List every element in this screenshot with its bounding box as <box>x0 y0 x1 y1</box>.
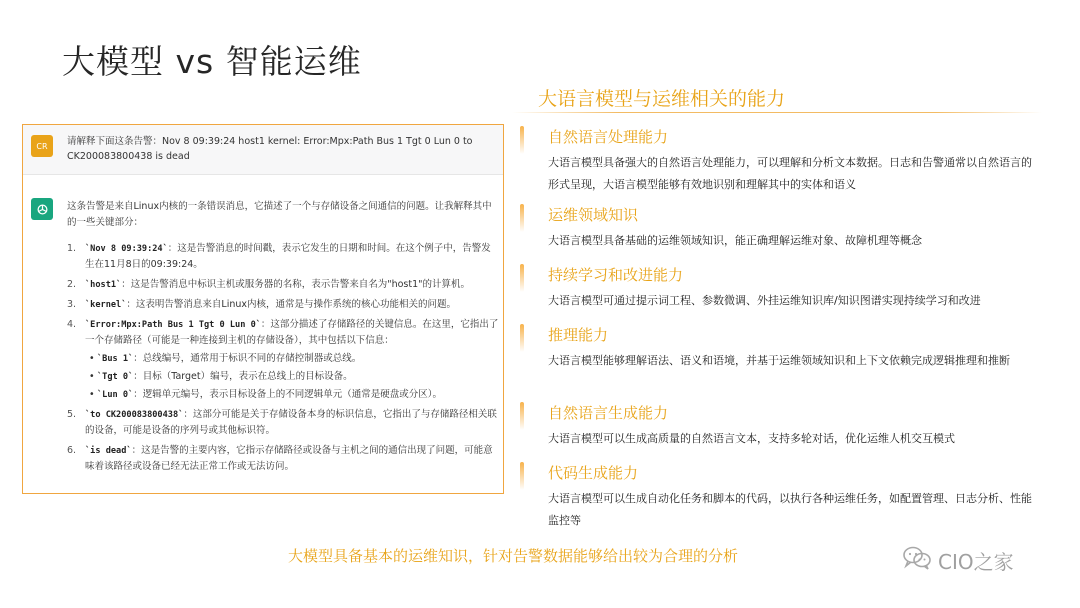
sub-list-item: • `Bus 1`：总线编号，通常用于标识不同的存储控制器或总线。 <box>89 353 362 364</box>
accent-bar <box>520 402 524 430</box>
capability-desc: 大语言模型可通过提示词工程、参数微调、外挂运维知识库/知识图谱实现持续学习和改进 <box>548 294 981 307</box>
brand-name: CIO之家 <box>938 550 1014 574</box>
capability-heading: 自然语言处理能力 <box>548 128 669 146</box>
capability-desc: 大语言模型具备基础的运维领域知识，能正确理解运维对象、故障机理等概念 <box>548 234 922 247</box>
accent-bar <box>520 126 524 154</box>
accent-bar <box>520 324 524 352</box>
capability-desc: 大语言模型具备强大的自然语言处理能力，可以理解和分析文本数据。日志和告警通常以自然语言的形式呈现，大语言模型能够有效地识别和理解其中的实体和语义 <box>548 156 1032 191</box>
capability-heading: 推理能力 <box>548 326 609 344</box>
brand-watermark <box>902 545 1014 576</box>
section-divider <box>512 112 1042 113</box>
sub-list-item: • `Tgt 0`：目标（Target）编号，表示在总线上的目标设备。 <box>89 371 353 382</box>
accent-bar <box>520 264 524 292</box>
user-message-text: 请解释下面这条告警：Nov 8 09:39:24 host1 kernel: Error:Mpx:Path Bus 1 Tgt 0 Lun 0 to CK200083800438 is dead <box>67 136 473 162</box>
assistant-message <box>67 199 499 479</box>
user-message-row <box>23 125 503 175</box>
chat-panel <box>22 124 504 494</box>
wechat-icon <box>902 545 932 576</box>
user-avatar: CR <box>31 135 53 157</box>
accent-bar <box>520 204 524 232</box>
assistant-intro: 这条告警是来自Linux内核的一条错误消息，它描述了一个与存储设备之间通信的问题。让我解释其中的一些关键部分： <box>67 201 492 228</box>
list-item: 5. `to CK200083800438`：这部分可能是关于存储设备本身的标识信息，它指出了与存储路径相关联的设备，可能是设备的序列号或其他标识符。 <box>67 409 497 436</box>
sub-list <box>85 351 499 403</box>
capability-heading: 持续学习和改进能力 <box>548 266 684 284</box>
capability-heading: 运维领域知识 <box>548 206 639 224</box>
openai-logo-icon <box>31 198 53 220</box>
list-item: 6. `is dead`：这是告警的主要内容，它指示存储路径或设备与主机之间的通信出现了问题，可能意味着该路径或设备已经无法正常工作或无法访问。 <box>67 445 493 472</box>
capability-heading: 自然语言生成能力 <box>548 404 669 422</box>
list-item: 2. `host1`：这是告警消息中标识主机或服务器的名称，表示告警来自名为"host1"的计算机。 <box>67 279 471 290</box>
list-item: 3. `kernel`：这表明告警消息来自Linux内核，通常是与操作系统的核心功能相关的问题。 <box>67 299 457 310</box>
list-item: 4. `Error:Mpx:Path Bus 1 Tgt 0 Lun 0`：这部分描述了存储路径的关键信息。在这里，它指出了一个存储路径（可能是一种连接到主机的存储设备），其中包括以下信息： • `Bus 1`：总线编号，通常用于标识不同的存储控制器或总线。 • `Tgt 0`：目标（Target）编号，表示在总线上的目标设备。 • `Lun 0`：逻辑单元编号，表示目标设备上的不同逻辑单元（通常是硬盘或分区）。 <box>67 317 499 403</box>
capability-desc: 大语言模型能够理解语法、语义和语境，并基于运维领域知识和上下文依赖完成逻辑推理和推断 <box>548 354 1010 367</box>
slide-title: 大模型 vs 智能运维 <box>62 42 362 81</box>
section-heading: 大语言模型与运维相关的能力 <box>538 88 786 110</box>
bottom-summary: 大模型具备基本的运维知识，针对告警数据能够给出较为合理的分析 <box>288 547 739 565</box>
accent-bar <box>520 462 524 490</box>
capability-heading: 代码生成能力 <box>548 464 639 482</box>
sub-list-item: • `Lun 0`：逻辑单元编号，表示目标设备上的不同逻辑单元（通常是硬盘或分区）。 <box>89 389 442 400</box>
list-item: 1. `Nov 8 09:39:24`：这是告警消息的时间戳，表示它发生的日期和时间。在这个例子中，告警发生在11月8日的09:39:24。 <box>67 243 491 270</box>
explanation-list <box>67 241 499 475</box>
capability-desc: 大语言模型可以生成高质量的自然语言文本，支持多轮对话，优化运维人机交互模式 <box>548 432 955 445</box>
capability-desc: 大语言模型可以生成自动化任务和脚本的代码，以执行各种运维任务，如配置管理、日志分析、性能监控等 <box>548 492 1032 527</box>
